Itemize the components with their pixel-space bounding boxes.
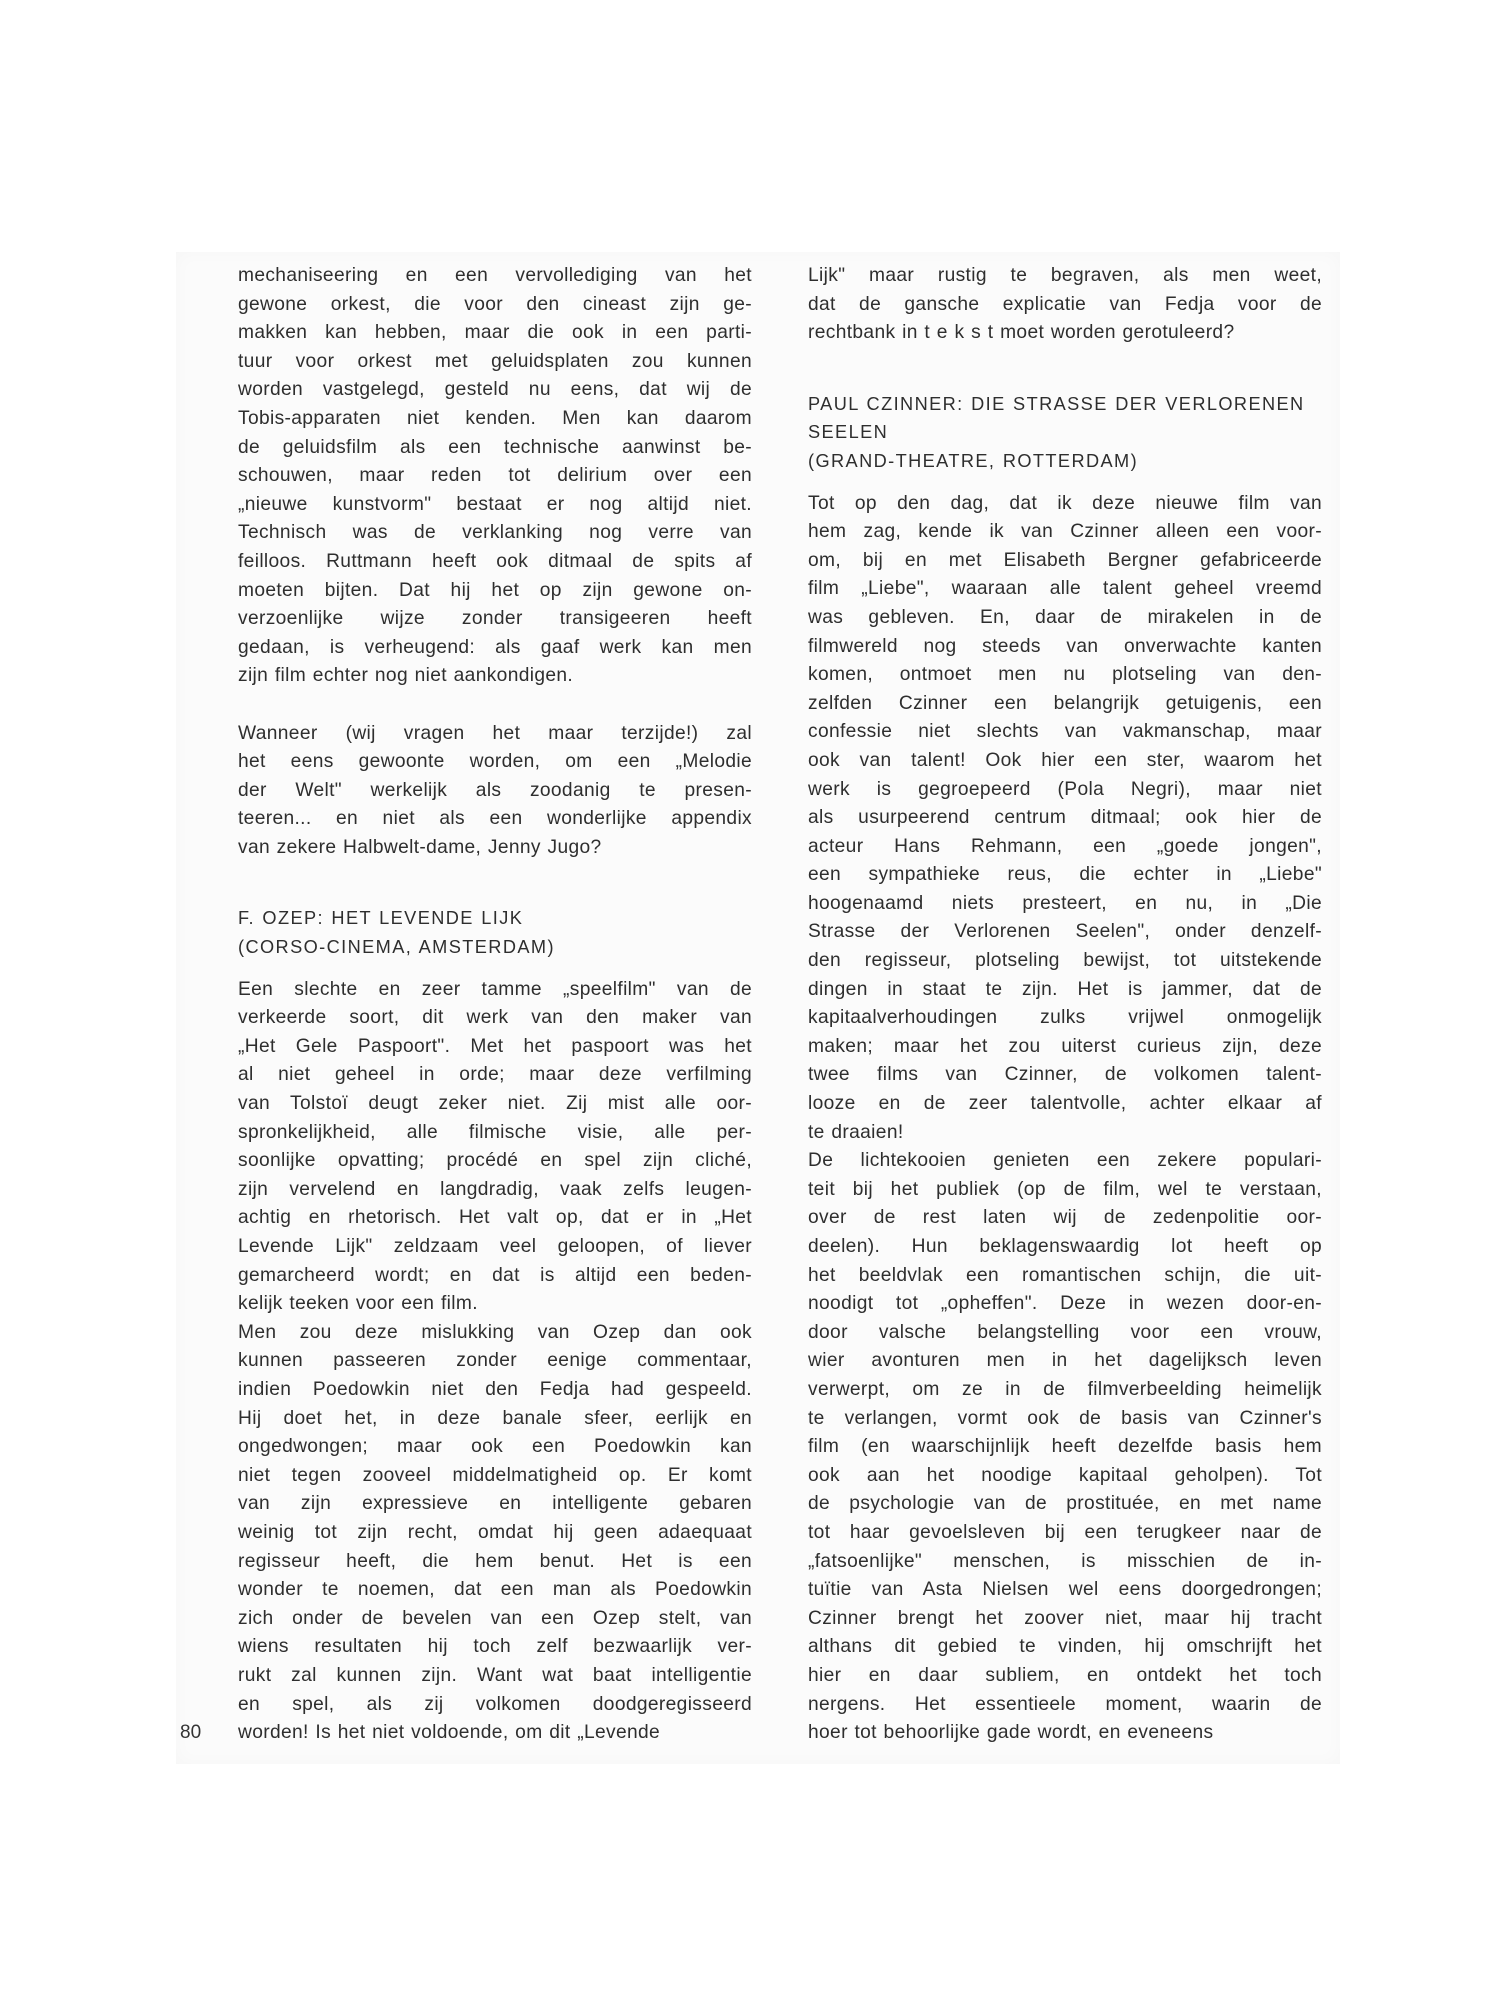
text-line: „Het Gele Paspoort". Met het paspoort was het (238, 1035, 752, 1057)
text-line: Men zou deze mislukking van Ozep dan ook (238, 1321, 752, 1343)
text-line: over de rest laten wij de zedenpolitie oor- (808, 1207, 1322, 1229)
text-line: Czinner brengt het zoover niet, maar hij tracht (808, 1607, 1322, 1629)
section-gap (808, 348, 1322, 390)
section-gap (808, 476, 1322, 490)
text-line: rukt zal kunnen zijn. Want wat baat intelligentie (238, 1664, 752, 1686)
text-line: Een slechte en zeer tamme „speelfilm" van de (238, 978, 752, 1000)
text-line: moeten bijten. Dat hij het op zijn gewone on- (238, 579, 752, 601)
heading-line: SEELEN (808, 422, 889, 443)
text-line: wiens resultaten hij toch zelf bezwaarlijk ver- (238, 1636, 752, 1658)
section-gap (238, 862, 752, 904)
text-line: „fatsoenlijke" menschen, is misschien de in- (808, 1550, 1322, 1572)
text-line: Technisch was de verklanking nog verre van (238, 522, 752, 544)
text-line: Tobis-apparaten niet kenden. Men kan daarom (238, 407, 752, 429)
text-line: om, bij en met Elisabeth Bergner gefabriceerde (808, 549, 1322, 571)
text-line: der Welt" werkelijk als zoodanig te presen- (238, 779, 752, 801)
text-line: te draaien! (808, 1121, 904, 1143)
text-line: Wanneer (wij vragen het maar terzijde!) zal (238, 722, 752, 744)
text-line: maken; maar het zou uiterst curieus zijn, deze (808, 1035, 1322, 1057)
text-line: indien Poedowkin niet den Fedja had gespeeld. (238, 1378, 752, 1400)
text-line: „nieuwe kunstvorm" bestaat er nog altijd niet. (238, 493, 752, 515)
text-line: worden vastgelegd, gesteld nu eens, dat wij de (238, 379, 752, 401)
text-line: zich onder de bevelen van een Ozep stelt, van (238, 1607, 752, 1629)
text-line: al niet geheel in orde; maar deze verfilming (238, 1064, 752, 1086)
text-line: den regisseur, plotseling bewijst, tot uitstekende (808, 950, 1322, 972)
heading-line: F. OZEP: HET LEVENDE LIJK (238, 908, 524, 929)
text-line: ook van talent! Ook hier een ster, waarom het (808, 749, 1322, 771)
paragraph (238, 720, 752, 863)
text-line: makken kan hebben, maar die ook in een parti- (238, 322, 752, 344)
text-line: Lijk" maar rustig te begraven, als men weet, (808, 265, 1322, 286)
paragraph-gap (238, 691, 752, 720)
paragraph (238, 976, 752, 1319)
text-line: achtig en rhetorisch. Het valt op, dat er in „Het (238, 1207, 752, 1229)
text-line: was gebleven. En, daar de mirakelen in de (808, 606, 1322, 628)
text-line: tuur voor orkest met geluidsplaten zou kunnen (238, 350, 752, 372)
text-line: film „Liebe", waaraan alle talent geheel vreemd (808, 578, 1322, 600)
text-line: feilloos. Ruttmann heeft ook ditmaal de spits af (238, 550, 752, 572)
page-number: 80 (180, 1722, 202, 1743)
text-line: dingen in staat te zijn. Het is jammer, dat de (808, 978, 1322, 1000)
text-line: verwerpt, om ze in de filmverbeelding heimelijk (808, 1378, 1322, 1400)
text-line: film (en waarschijnlijk heeft dezelfde basis hem (808, 1436, 1322, 1458)
text-line: hoogenaamd niets presteert, en nu, in „Die (808, 892, 1322, 914)
text-line: gewone orkest, die voor den cineast zijn ge- (238, 293, 752, 315)
paragraph (808, 490, 1322, 1148)
paragraph (238, 262, 752, 691)
text-line: althans dit gebied te vinden, hij omschrijft het (808, 1636, 1322, 1658)
text-line: twee films van Czinner, de volkomen talent- (808, 1064, 1322, 1086)
heading-line: (CORSO-CINEMA, AMSTERDAM) (238, 937, 555, 958)
text-line: van Tolstoï deugt zeker niet. Zij mist alle oor- (238, 1093, 752, 1115)
text-line: regisseur heeft, die hem benut. Het is een (238, 1550, 752, 1572)
text-line: werk is gegroepeerd (Pola Negri), maar niet (808, 778, 1322, 800)
heading-line: PAUL CZINNER: DIE STRASSE DER VERLORENEN (808, 393, 1305, 414)
right-column (808, 262, 1322, 1748)
text-line: acteur Hans Rehmann, een „goede jongen", (808, 835, 1322, 857)
text-line: nergens. Het essentieele moment, waarin de (808, 1693, 1322, 1715)
text-line: rechtbank in t e k s t moet worden gerotuleerd? (808, 322, 1235, 344)
paragraph (808, 1147, 1322, 1747)
text-line: Levende Lijk" zeldzaam veel geloopen, of liever (238, 1236, 752, 1257)
text-line: het beeldvlak een romantischen schijn, die uit- (808, 1264, 1322, 1286)
text-line: dat de gansche explicatie van Fedja voor de (808, 293, 1322, 315)
text-line: ongedwongen; maar ook een Poedowkin kan (238, 1436, 752, 1458)
section-heading (238, 904, 752, 961)
text-line: Tot op den dag, dat ik deze nieuwe film van (808, 492, 1322, 514)
text-line: gedaan, is verheugend: als gaaf werk kan men (238, 636, 752, 658)
text-line: verzoenlijke wijze zonder transigeeren heeft (238, 608, 752, 630)
text-line: komen, ontmoet men nu plotseling van den- (808, 664, 1322, 686)
paragraph (808, 262, 1322, 348)
text-line: wier avonturen men in het dagelijksch leven (808, 1350, 1322, 1372)
text-line: als usurpeerend centrum ditmaal; ook hier de (808, 807, 1322, 829)
text-line: een sympathieke reus, die echter in „Liebe" (808, 864, 1322, 886)
text-line: de psychologie van de prostituée, en met name (808, 1493, 1322, 1515)
text-line: het eens gewoonte worden, om een „Melodie (238, 751, 752, 773)
text-line: schouwen, maar reden tot delirium over een (238, 465, 752, 487)
paragraph (238, 1319, 752, 1748)
text-line: zijn vervelend en langdradig, vaak zelfs leugen- (238, 1178, 752, 1200)
text-line: zelfden Czinner een belangrijk getuigenis, een (808, 692, 1322, 714)
section-heading (808, 390, 1322, 476)
text-line: looze en de zeer talentvolle, achter elkaar af (808, 1093, 1322, 1115)
text-line: niet tegen zooveel middelmatigheid op. Er komt (238, 1464, 752, 1486)
text-line: deelen). Hun beklagenswaardig lot heeft op (808, 1236, 1322, 1257)
text-line: soonlijke opvatting; procédé en spel zijn cliché, (238, 1150, 752, 1172)
text-line: Strasse der Verlorenen Seelen", onder denzelf- (808, 921, 1322, 943)
text-line: mechaniseering en een vervollediging van het (238, 265, 752, 286)
text-line: door valsche belangstelling voor een vrouw, (808, 1321, 1322, 1343)
text-line: teeren... en niet als een wonderlijke appendix (238, 808, 752, 830)
text-line: de geluidsfilm als een technische aanwinst be- (238, 436, 752, 458)
left-column (238, 262, 752, 1748)
text-line: tuïtie van Asta Nielsen wel eens doorgedrongen; (808, 1579, 1322, 1601)
text-line: filmwereld nog steeds van onverwachte kanten (808, 635, 1322, 657)
text-line: zijn film echter nog niet aankondigen. (238, 665, 574, 687)
text-line: te verlangen, vormt ook de basis van Czinner's (808, 1407, 1322, 1429)
text-line: hier en daar subliem, en ontdekt het toch (808, 1664, 1322, 1686)
text-line: verkeerde soort, dit werk van den maker van (238, 1007, 752, 1029)
section-gap (238, 962, 752, 976)
text-line: kunnen passeeren zonder eenige commentaar, (238, 1350, 752, 1372)
text-line: van zekere Halbwelt-dame, Jenny Jugo? (238, 836, 602, 858)
text-line: Hij doet het, in deze banale sfeer, eerlijk en (238, 1407, 752, 1429)
text-line: weinig tot zijn recht, omdat hij geen adaequaat (238, 1521, 752, 1543)
text-line: van zijn expressieve en intelligente gebaren (238, 1493, 752, 1515)
text-line: tot haar gevoelsleven bij een terugkeer naar de (808, 1521, 1322, 1543)
text-line: noodigt tot „opheffen". Deze in wezen door-en- (808, 1293, 1322, 1315)
text-line: hem zag, kende ik van Czinner alleen een voor- (808, 521, 1322, 543)
text-line: De lichtekooien genieten een zekere populari- (808, 1150, 1322, 1172)
text-line: confessie niet slechts van vakmanschap, maar (808, 721, 1322, 743)
heading-line: (GRAND-THEATRE, ROTTERDAM) (808, 450, 1139, 471)
text-line: wonder te noemen, dat een man als Poedowkin (238, 1579, 752, 1601)
text-line: ook aan het noodige kapitaal geholpen). Tot (808, 1464, 1322, 1486)
text-line: teit bij het publiek (op de film, wel te verstaan, (808, 1178, 1322, 1200)
text-line: gemarcheerd wordt; en dat is altijd een beden- (238, 1264, 752, 1286)
text-line: en spel, als zij volkomen doodgeregisseerd (238, 1693, 752, 1715)
text-line: kapitaalverhoudingen zulks vrijwel onmogelijk (808, 1007, 1322, 1029)
text-line: hoer tot behoorlijke gade wordt, en eveneens (808, 1722, 1214, 1744)
text-line: spronkelijkheid, alle filmische visie, alle per- (238, 1121, 752, 1143)
text-line: kelijk teeken voor een film. (238, 1293, 478, 1315)
text-line: worden! Is het niet voldoende, om dit „Levende (238, 1722, 661, 1744)
